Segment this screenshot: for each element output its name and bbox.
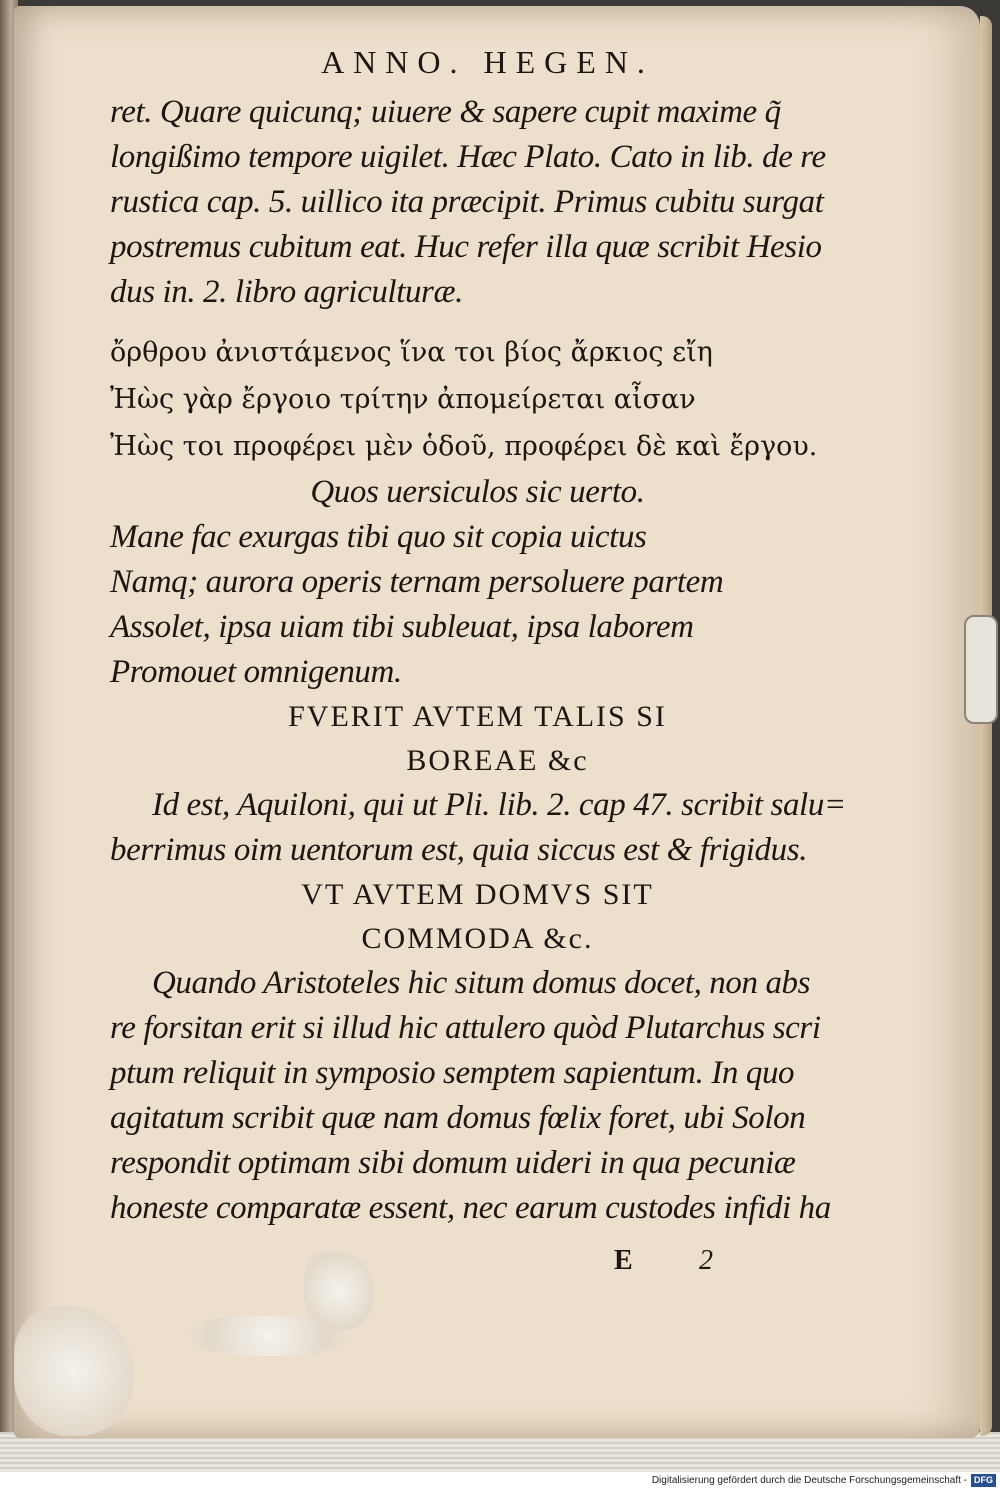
- text-line: berrimus oim uentorum est, quia siccus est & frigidus.: [110, 832, 808, 868]
- signature-mark: E: [614, 1245, 633, 1276]
- paper-stain: [14, 1306, 134, 1436]
- running-head: ANNO. HEGEN.: [321, 44, 654, 80]
- latin-verse: Assolet, ipsa uiam tibi subleuat, ipsa laborem: [110, 609, 694, 645]
- text-line: rustica cap. 5. uillico ita præcipit. Primus cubitu surgat: [110, 184, 824, 220]
- book-page: [14, 6, 980, 1438]
- paper-stain: [304, 1251, 374, 1331]
- footer-text: Digitalisierung gefördert durch die Deutsche Forschungsgemeinschaft -: [651, 1475, 967, 1486]
- background-cloth: [0, 1432, 1000, 1472]
- page-text: [110, 34, 845, 1231]
- section-heading: VT AVTEM DOMVS SIT: [301, 878, 654, 911]
- greek-verse: ὄρθρου ἀνιστάμενος ἵνα τοι βίος ἄρκιος εἴη: [110, 337, 713, 368]
- digitization-footer: [0, 1472, 1000, 1489]
- verse-intro: Quos uersiculos sic uerto.: [310, 474, 645, 510]
- greek-verse: Ἠὼς τοι προφέρει μὲν ὁδοῦ, προφέρει δὲ καὶ ἔργου.: [110, 431, 818, 462]
- latin-verse: Mane fac exurgas tibi quo sit copia uictus: [110, 519, 647, 555]
- greek-verse: Ἠὼς γὰρ ἔργοιο τρίτην ἀπομείρεται αἶσαν: [110, 384, 696, 415]
- text-line: ret. Quare quicunq; uiuere & sapere cupit maxime q̃: [110, 94, 781, 130]
- section-heading: COMMODA &c.: [361, 922, 594, 955]
- latin-verse: Promouet omnigenum.: [110, 654, 402, 690]
- text-line: Id est, Aquiloni, qui ut Pli. lib. 2. cap 47. scribit salu=: [152, 787, 846, 823]
- section-heading: BOREAE &c: [406, 744, 589, 777]
- latin-verse: Namq; aurora operis ternam persoluere partem: [110, 564, 724, 600]
- text-line: honeste comparatæ essent, nec earum custodes infidi ha: [110, 1190, 831, 1226]
- text-line: respondit optimam sibi domum uideri in qua pecuniæ: [110, 1145, 796, 1181]
- dfg-logo-icon: DFG: [971, 1474, 996, 1487]
- page-number: 2: [699, 1245, 713, 1276]
- text-line: re forsitan erit si illud hic attulero quòd Plutarchus scri: [110, 1010, 821, 1046]
- section-heading: FVERIT AVTEM TALIS SI: [288, 700, 667, 733]
- text-line: ptum reliquit in symposio semptem sapientum. In quo: [110, 1055, 795, 1091]
- text-line: Quando Aristoteles hic situm domus docet, non abs: [152, 965, 811, 1001]
- text-line: longißimo tempore uigilet. Hæc Plato. Cato in lib. de re: [110, 139, 826, 175]
- text-line: agitatum scribit quæ nam domus fœlix foret, ubi Solon: [110, 1100, 806, 1136]
- page-edge: [980, 16, 992, 1436]
- page-clip: [964, 615, 998, 724]
- text-line: postremus cubitum eat. Huc refer illa quæ scribit Hesio: [110, 229, 822, 265]
- text-line: dus in. 2. libro agriculturæ.: [110, 274, 463, 310]
- paper-stain: [189, 1316, 349, 1356]
